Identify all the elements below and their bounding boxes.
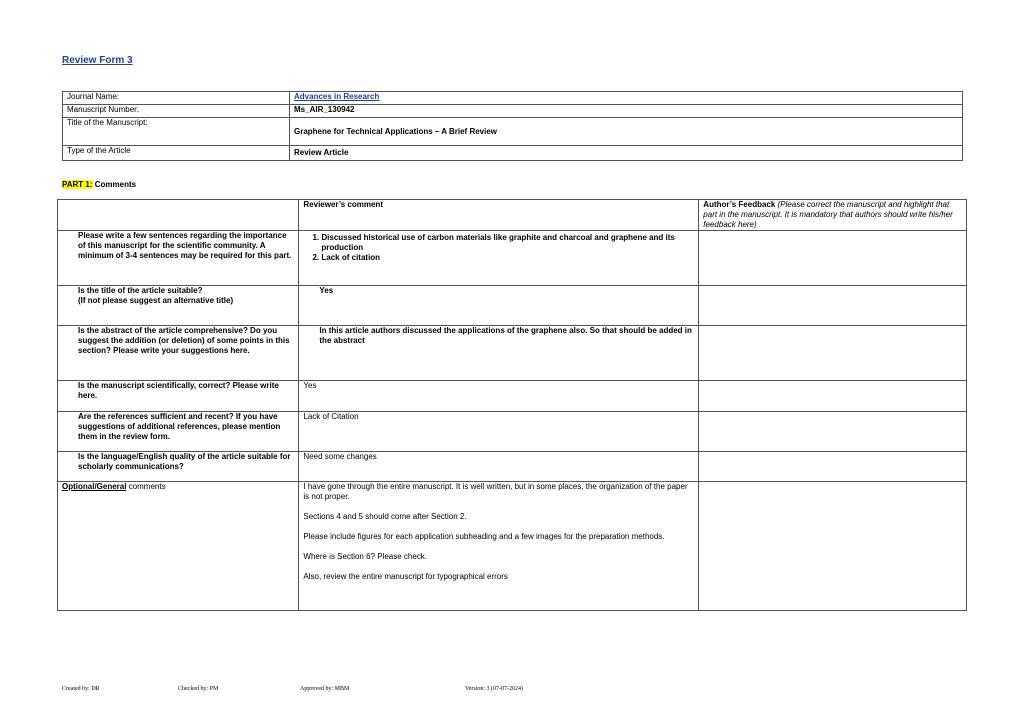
- comment-row: [58, 326, 967, 381]
- reviewer-comment-list: [303, 233, 694, 263]
- reviewer-comment-cell[interactable]: [299, 231, 699, 286]
- author-feedback-cell[interactable]: [699, 231, 967, 286]
- reviewer-comment-cell[interactable]: Lack of Citation: [299, 412, 699, 452]
- footer-created-by: Created by: DR: [62, 686, 100, 692]
- footer-checked-by: Checked by: PM: [178, 686, 219, 692]
- optional-comments-row: [58, 482, 967, 611]
- list-item: 1. Discussed historical use of carbon materials like graphite and charcoal and graphene and its production: [321, 233, 694, 253]
- comment-row: [58, 452, 967, 482]
- article-type-value: Review Article: [290, 146, 963, 161]
- author-feedback-cell[interactable]: [699, 326, 967, 381]
- manuscript-info-table: [62, 91, 963, 161]
- optional-paragraph: Also, review the entire manuscript for typographical errors: [303, 572, 508, 581]
- author-feedback-header: [699, 200, 967, 231]
- reviewer-comment-cell[interactable]: Yes: [299, 286, 699, 326]
- author-feedback-cell[interactable]: [699, 482, 967, 611]
- optional-comments-cell[interactable]: [299, 482, 699, 611]
- reviewer-comment-cell[interactable]: Need some changes: [299, 452, 699, 482]
- article-type-label: Type of the Article: [63, 146, 290, 161]
- reviewer-comment-cell[interactable]: Yes: [299, 381, 699, 412]
- header-empty-cell: [58, 200, 299, 231]
- optional-paragraph: Please include figures for each application subheading and a few images for the preparation methods.: [303, 532, 665, 541]
- footer-approved-by: Approved by: MBM: [300, 686, 350, 692]
- author-feedback-title: Author’s Feedback: [703, 200, 776, 209]
- optional-general-label: Optional/General: [62, 482, 127, 491]
- manuscript-title-value: Graphene for Technical Applications – A Brief Review: [290, 118, 963, 146]
- comment-row: [58, 231, 967, 286]
- manuscript-number-label: Manuscript Number:: [63, 105, 290, 118]
- optional-paragraph: I have gone through the entire manuscript. It is well written, but in some places, the organization of the paper is not proper.: [303, 482, 688, 501]
- list-item: 2. Lack of citation: [321, 253, 694, 263]
- author-feedback-cell[interactable]: [699, 381, 967, 412]
- author-feedback-cell[interactable]: [699, 412, 967, 452]
- part1-heading: [62, 180, 136, 189]
- form-title: Review Form 3: [62, 55, 133, 66]
- optional-paragraph: Sections 4 and 5 should come after Section 2.: [303, 512, 467, 521]
- manuscript-title-label: Title of the Manuscript:: [63, 118, 290, 146]
- author-feedback-instructions: (Please correct the manuscript and highlight that part in the manuscript. It is mandatory that authors should write his/her feedback here): [703, 200, 953, 229]
- author-feedback-cell[interactable]: [699, 286, 967, 326]
- part1-label: Comments: [92, 180, 137, 189]
- author-feedback-cell[interactable]: [699, 452, 967, 482]
- question-cell: Is the abstract of the article comprehensive? Do you suggest the addition (or deletion) of some points in this section? Please write your suggestions here.: [58, 326, 299, 381]
- optional-paragraph: Where is Section 6? Please check.: [303, 552, 428, 561]
- comment-row: [58, 286, 967, 326]
- comment-row: [58, 412, 967, 452]
- journal-name-link[interactable]: Advances in Research: [294, 92, 380, 101]
- comment-row: [58, 381, 967, 412]
- question-cell: Please write a few sentences regarding the importance of this manuscript for the scientific community. A minimum of 3-4 sentences may be required for this part.: [58, 231, 299, 286]
- comments-table: [57, 199, 967, 611]
- part1-highlight: PART 1:: [62, 180, 93, 189]
- journal-name-label: Journal Name:: [63, 92, 290, 105]
- reviewer-comment-cell[interactable]: In this article authors discussed the applications of the graphene also. So that should be added in the abstract: [299, 326, 699, 381]
- question-cell: Are the references sufficient and recent? If you have suggestions of additional references, please mention them in the review form.: [58, 412, 299, 452]
- question-cell: Is the language/English quality of the article suitable for scholarly communications?: [58, 452, 299, 482]
- question-cell: Is the title of the article suitable? (If not please suggest an alternative title): [58, 286, 299, 326]
- footer-version: Version: 3 (07-07-2024): [465, 686, 523, 692]
- reviewer-comment-header: Reviewer’s comment: [299, 200, 699, 231]
- question-cell: Is the manuscript scientifically, correct? Please write here.: [58, 381, 299, 412]
- comments-label: comments: [126, 482, 166, 491]
- optional-comments-label: [58, 482, 299, 611]
- manuscript-number-value: Ms_AIR_130942: [290, 105, 963, 118]
